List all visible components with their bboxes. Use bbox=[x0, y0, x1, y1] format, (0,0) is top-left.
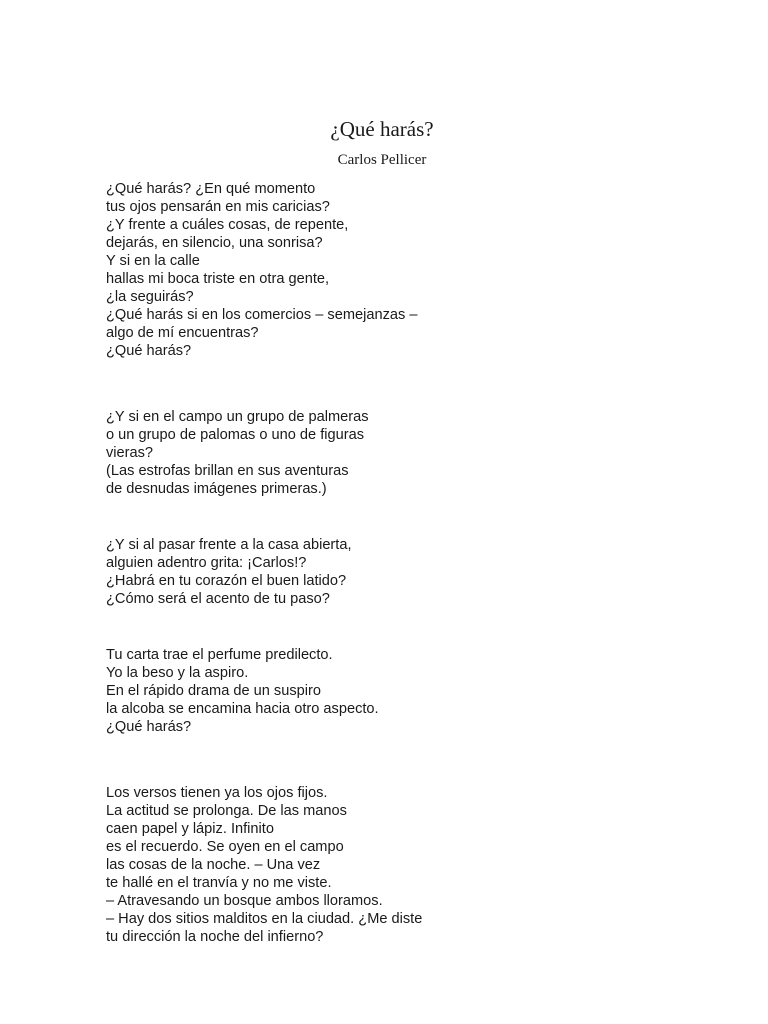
poem-line: tu dirección la noche del infierno? bbox=[106, 929, 324, 945]
stanza-1 bbox=[106, 180, 706, 360]
stanza-3 bbox=[106, 536, 706, 608]
poem-line: – Hay dos sitios malditos en la ciudad. ¿Me diste bbox=[106, 911, 423, 927]
poem-line: hallas mi boca triste en otra gente, bbox=[106, 271, 330, 287]
stanza-2 bbox=[106, 408, 706, 498]
stanza-4 bbox=[106, 646, 706, 736]
poem-author: Carlos Pellicer bbox=[337, 152, 427, 168]
stanza-spacer bbox=[106, 736, 706, 784]
poem-line: algo de mí encuentras? bbox=[106, 325, 259, 341]
stanza-5 bbox=[106, 784, 706, 946]
stanza-spacer bbox=[106, 498, 706, 536]
poem-line: ¿Y si al pasar frente a la casa abierta, bbox=[106, 537, 352, 553]
poem-line: ¿Y frente a cuáles cosas, de repente, bbox=[106, 217, 349, 233]
poem-line: o un grupo de palomas o uno de figuras bbox=[106, 427, 365, 443]
poem-line: te hallé en el tranvía y no me viste. bbox=[106, 875, 332, 891]
poem-line: ¿Qué harás? bbox=[106, 343, 192, 359]
poem-line: La actitud se prolonga. De las manos bbox=[106, 803, 347, 819]
stanza-spacer bbox=[106, 608, 706, 646]
poem-title: ¿Qué harás? bbox=[330, 117, 434, 141]
poem-line: Y si en la calle bbox=[106, 253, 200, 269]
poem-line: es el recuerdo. Se oyen en el campo bbox=[106, 839, 344, 855]
poem-line: tus ojos pensarán en mis caricias? bbox=[106, 199, 330, 215]
poem-line: dejarás, en silencio, una sonrisa? bbox=[106, 235, 323, 251]
poem-line: – Atravesando un bosque ambos lloramos. bbox=[106, 893, 383, 909]
poem-body bbox=[106, 180, 706, 946]
poem-line: ¿la seguirás? bbox=[106, 289, 194, 305]
poem-line: caen papel y lápiz. Infinito bbox=[106, 821, 274, 837]
poem-line: vieras? bbox=[106, 445, 154, 461]
poem-line: En el rápido drama de un suspiro bbox=[106, 683, 321, 699]
poem-line: alguien adentro grita: ¡Carlos!? bbox=[106, 555, 307, 571]
poem-line: ¿Qué harás si en los comercios – semejanzas – bbox=[106, 307, 418, 323]
poem-line: Yo la beso y la aspiro. bbox=[106, 665, 249, 681]
poem-line: ¿Cómo será el acento de tu paso? bbox=[106, 591, 330, 607]
poem-line: de desnudas imágenes primeras.) bbox=[106, 481, 327, 497]
poem-line: ¿Y si en el campo un grupo de palmeras bbox=[106, 409, 369, 425]
stanza-spacer bbox=[106, 360, 706, 408]
poem-line: ¿Habrá en tu corazón el buen latido? bbox=[106, 573, 347, 589]
poem-line: ¿Qué harás? bbox=[106, 719, 192, 735]
poem-line: ¿Qué harás? ¿En qué momento bbox=[106, 181, 316, 197]
poem-line: la alcoba se encamina hacia otro aspecto. bbox=[106, 701, 379, 717]
poem-line: Los versos tienen ya los ojos fijos. bbox=[106, 785, 328, 801]
poem-line: (Las estrofas brillan en sus aventuras bbox=[106, 463, 349, 479]
poem-line: las cosas de la noche. – Una vez bbox=[106, 857, 321, 873]
poem-line: Tu carta trae el perfume predilecto. bbox=[106, 647, 333, 663]
